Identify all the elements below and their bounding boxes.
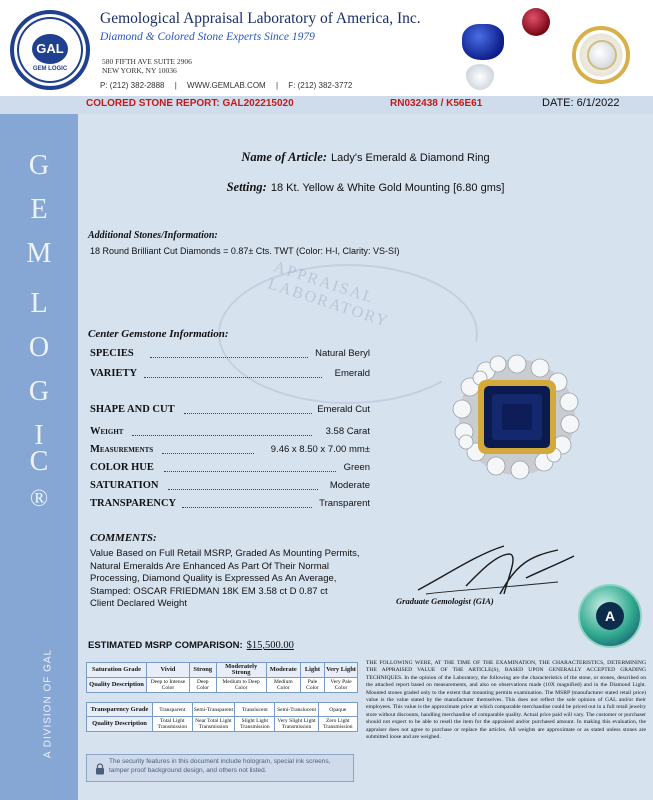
ring-stone-image xyxy=(587,40,617,70)
report-body xyxy=(78,114,653,800)
table-cell: Opaque xyxy=(318,703,357,717)
table-cell: Near Total Light Transmission xyxy=(192,717,235,732)
report-title: COLORED STONE REPORT: GAL202215020 xyxy=(86,98,294,109)
separator: | xyxy=(174,81,177,90)
diamond-image xyxy=(466,64,494,90)
article-name-label: Name of Article: xyxy=(241,150,327,164)
security-notice xyxy=(86,754,354,782)
table-cell: Total Light Transmission xyxy=(153,717,193,732)
address-line-1: 580 FIFTH AVE SUITE 2906 xyxy=(102,57,192,66)
report-bar xyxy=(0,96,653,114)
comments-body: Value Based on Full Retail MSRP, Graded As Mounting Permits, Natural Emeralds Are Enhanced As Part Of Their Normal Processing, Diamond Quality is Expressed As An Average, Stamped: OSCAR FRIEDMAN 18K EM 3.58 ct D 0.87 ct xyxy=(90,548,360,597)
table-cell: Slight Light Transmission xyxy=(235,717,275,732)
spec-value: 9.46 x 8.50 x 7.00 mm± xyxy=(270,444,370,455)
table-header: Quality Description xyxy=(87,717,153,732)
fax-text: F: (212) 382-3772 xyxy=(288,81,353,90)
table-cell: Moderately Strong xyxy=(216,663,266,678)
registered-mark: ® xyxy=(29,486,49,512)
sapphire-image xyxy=(462,24,504,60)
table-cell: Light xyxy=(300,663,324,678)
spec-weight xyxy=(90,426,370,440)
msrp-value: $15,500.00 xyxy=(246,640,294,651)
side-letter: G xyxy=(28,376,50,407)
comments-note: Client Declared Weight xyxy=(90,598,187,609)
spec-value: Emerald xyxy=(334,368,370,379)
spec-shape-cut xyxy=(90,404,370,418)
setting-line xyxy=(78,180,653,195)
table-cell: Translucent xyxy=(235,703,275,717)
leader-dots xyxy=(144,377,322,378)
watermark-text: APPRAISAL LABORATORY xyxy=(265,258,392,331)
table-cell: Moderate xyxy=(266,663,300,678)
spec-label: SHAPE AND CUT xyxy=(90,404,175,415)
table-cell: Semi-Translucent xyxy=(275,703,318,717)
phone-text: P: (212) 382-2888 xyxy=(100,81,165,90)
company-tagline: Diamond & Colored Stone Experts Since 1979 xyxy=(100,31,315,43)
table-cell: Zero Light Transmission xyxy=(318,717,357,732)
spec-label: SPECIES xyxy=(90,348,134,359)
ruby-image xyxy=(522,8,550,36)
leader-dots xyxy=(182,507,312,508)
seal-text: GAL xyxy=(32,34,68,64)
ring-photo xyxy=(442,342,592,492)
table-header: Transparency Grade xyxy=(87,703,153,717)
leader-dots xyxy=(162,453,254,454)
setting-label: Setting: xyxy=(226,180,267,194)
gal-seal-logo xyxy=(10,10,90,90)
spec-species xyxy=(90,348,370,362)
transparency-table xyxy=(86,702,358,732)
report-date: DATE: 6/1/2022 xyxy=(542,97,620,109)
table-row xyxy=(87,703,358,717)
table-cell: Very Slight Light Transmission xyxy=(275,717,318,732)
gemologist-signature xyxy=(408,534,578,604)
side-letter: E xyxy=(30,194,48,225)
spec-variety xyxy=(90,368,370,382)
table-row xyxy=(87,663,358,678)
table-cell: Deep Color xyxy=(189,678,216,693)
table-cell: Medium Color xyxy=(266,678,300,693)
table-cell: Pale Color xyxy=(300,678,324,693)
website-link[interactable]: WWW.GEMLAB.COM xyxy=(187,81,266,90)
side-letter: I xyxy=(34,420,44,451)
leader-dots xyxy=(164,471,336,472)
letterhead xyxy=(0,0,653,96)
setting-value: 18 Kt. Yellow & White Gold Mounting [6.80 gms] xyxy=(270,182,505,194)
msrp-label: ESTIMATED MSRP COMPARISON: xyxy=(88,640,243,651)
comments-heading: COMMENTS: xyxy=(90,532,157,544)
spec-label: Measurements xyxy=(90,444,154,455)
spec-value: Emerald Cut xyxy=(317,404,370,415)
table-header: Quality Description xyxy=(87,678,147,693)
leader-dots xyxy=(132,435,312,436)
table-cell: Very Light xyxy=(325,663,358,678)
table-cell: Very Pale Color xyxy=(325,678,358,693)
division-label: A DIVISION OF GAL xyxy=(42,648,54,759)
table-cell: Medium to Deep Color xyxy=(216,678,266,693)
lock-icon xyxy=(95,763,105,775)
spec-value: Transparent xyxy=(319,498,370,509)
spec-saturation xyxy=(90,480,370,494)
article-name-line xyxy=(78,150,653,165)
side-letter: C xyxy=(29,446,49,477)
leader-dots xyxy=(150,357,308,358)
side-banner xyxy=(0,114,78,800)
saturation-table xyxy=(86,662,358,693)
spec-label: Weight xyxy=(90,426,124,437)
side-letter: M xyxy=(26,238,52,269)
table-cell: Deep to Intense Color xyxy=(147,678,190,693)
side-letter: G xyxy=(28,150,50,181)
seal-bottom-text: GEM LOGIC xyxy=(32,66,68,72)
table-row xyxy=(87,717,358,732)
table-row xyxy=(87,678,358,693)
contact-line xyxy=(100,81,360,90)
table-cell: Semi-Transparent xyxy=(192,703,235,717)
spec-transparency xyxy=(90,498,370,512)
security-text: The security features in this document include hologram, special ink screens, tamper proof background design, and others not listed. xyxy=(109,758,331,774)
spec-label: TRANSPARENCY xyxy=(90,498,177,509)
center-heading: Center Gemstone Information: xyxy=(88,328,229,340)
spec-measurements xyxy=(90,444,370,458)
table-cell: Vivid xyxy=(147,663,190,678)
hologram-seal xyxy=(578,584,642,648)
company-name: Gemological Appraisal Laboratory of America, Inc. xyxy=(100,10,421,27)
leader-dots xyxy=(168,489,318,490)
gemologist-label: Graduate Gemologist (GIA) xyxy=(396,596,494,606)
comments-text xyxy=(90,548,362,611)
additional-text: 18 Round Brilliant Cut Diamonds = 0.87± Cts. TWT (Color: H-I, Clarity: VS-SI) xyxy=(90,246,400,256)
table-header: Saturation Grade xyxy=(87,663,147,678)
spec-value: 3.58 Carat xyxy=(325,426,370,437)
spec-color-hue xyxy=(90,462,370,476)
watermark xyxy=(218,258,478,404)
separator: | xyxy=(275,81,279,90)
msrp-line xyxy=(88,640,294,651)
hologram-letter: A xyxy=(596,602,624,630)
table-cell: Strong xyxy=(189,663,216,678)
address-line-2: NEW YORK, NY 10036 xyxy=(102,66,177,75)
report-ids: RN032438 / K56E61 xyxy=(390,98,483,109)
side-letter: O xyxy=(28,332,50,363)
division-text xyxy=(38,634,54,784)
spec-value: Natural Beryl xyxy=(315,348,370,359)
disclaimer-text: THE FOLLOWING WERE, AT THE TIME OF THE EXAMINATION, THE CHARACTERISTICS, DETERMINING THE APPRAISED VALUE OF THE ARTICLE(S), BASED UPON GENERALLY ACCEPTED GRADING TECHNIQUES. In the opinion of the Laboratory, the following are the characteristics of the stone, or stones, described on the attached report based on measurements, and also on observations made (10X magnified) and in the Diamond Light. Mounted stones graded only to the extent that mounting permits examination. The MSRP (manufacturer stated retail price) value is the value stated by the manufacturer themselves. This does not reflect the sole opinion of GAL and/or their employees. This value is the approximate price at which comparable merchandise could be priced out in a full retail jewelry store without discounts, handling merchandise of comparable quality. Actual price paid will vary. The customer or purchaser should not expect to be able to resell the item for the appraised and/or purchased amount. In making this evaluation, the appraiser does not agree to purchase or replace the articles. All weights are approximate or as stated unless stones are submitted loose and are weighed. xyxy=(366,660,646,741)
spec-label: SATURATION xyxy=(90,480,159,491)
spec-value: Moderate xyxy=(329,480,370,491)
spec-label: COLOR HUE xyxy=(90,462,154,473)
side-letter: L xyxy=(30,288,48,319)
spec-label: VARIETY xyxy=(90,368,138,379)
spec-value: Green xyxy=(343,462,370,473)
additional-heading: Additional Stones/Information: xyxy=(88,230,218,241)
leader-dots xyxy=(184,413,312,414)
table-cell: Transparent xyxy=(153,703,193,717)
article-name-value: Lady's Emerald & Diamond Ring xyxy=(331,152,490,164)
